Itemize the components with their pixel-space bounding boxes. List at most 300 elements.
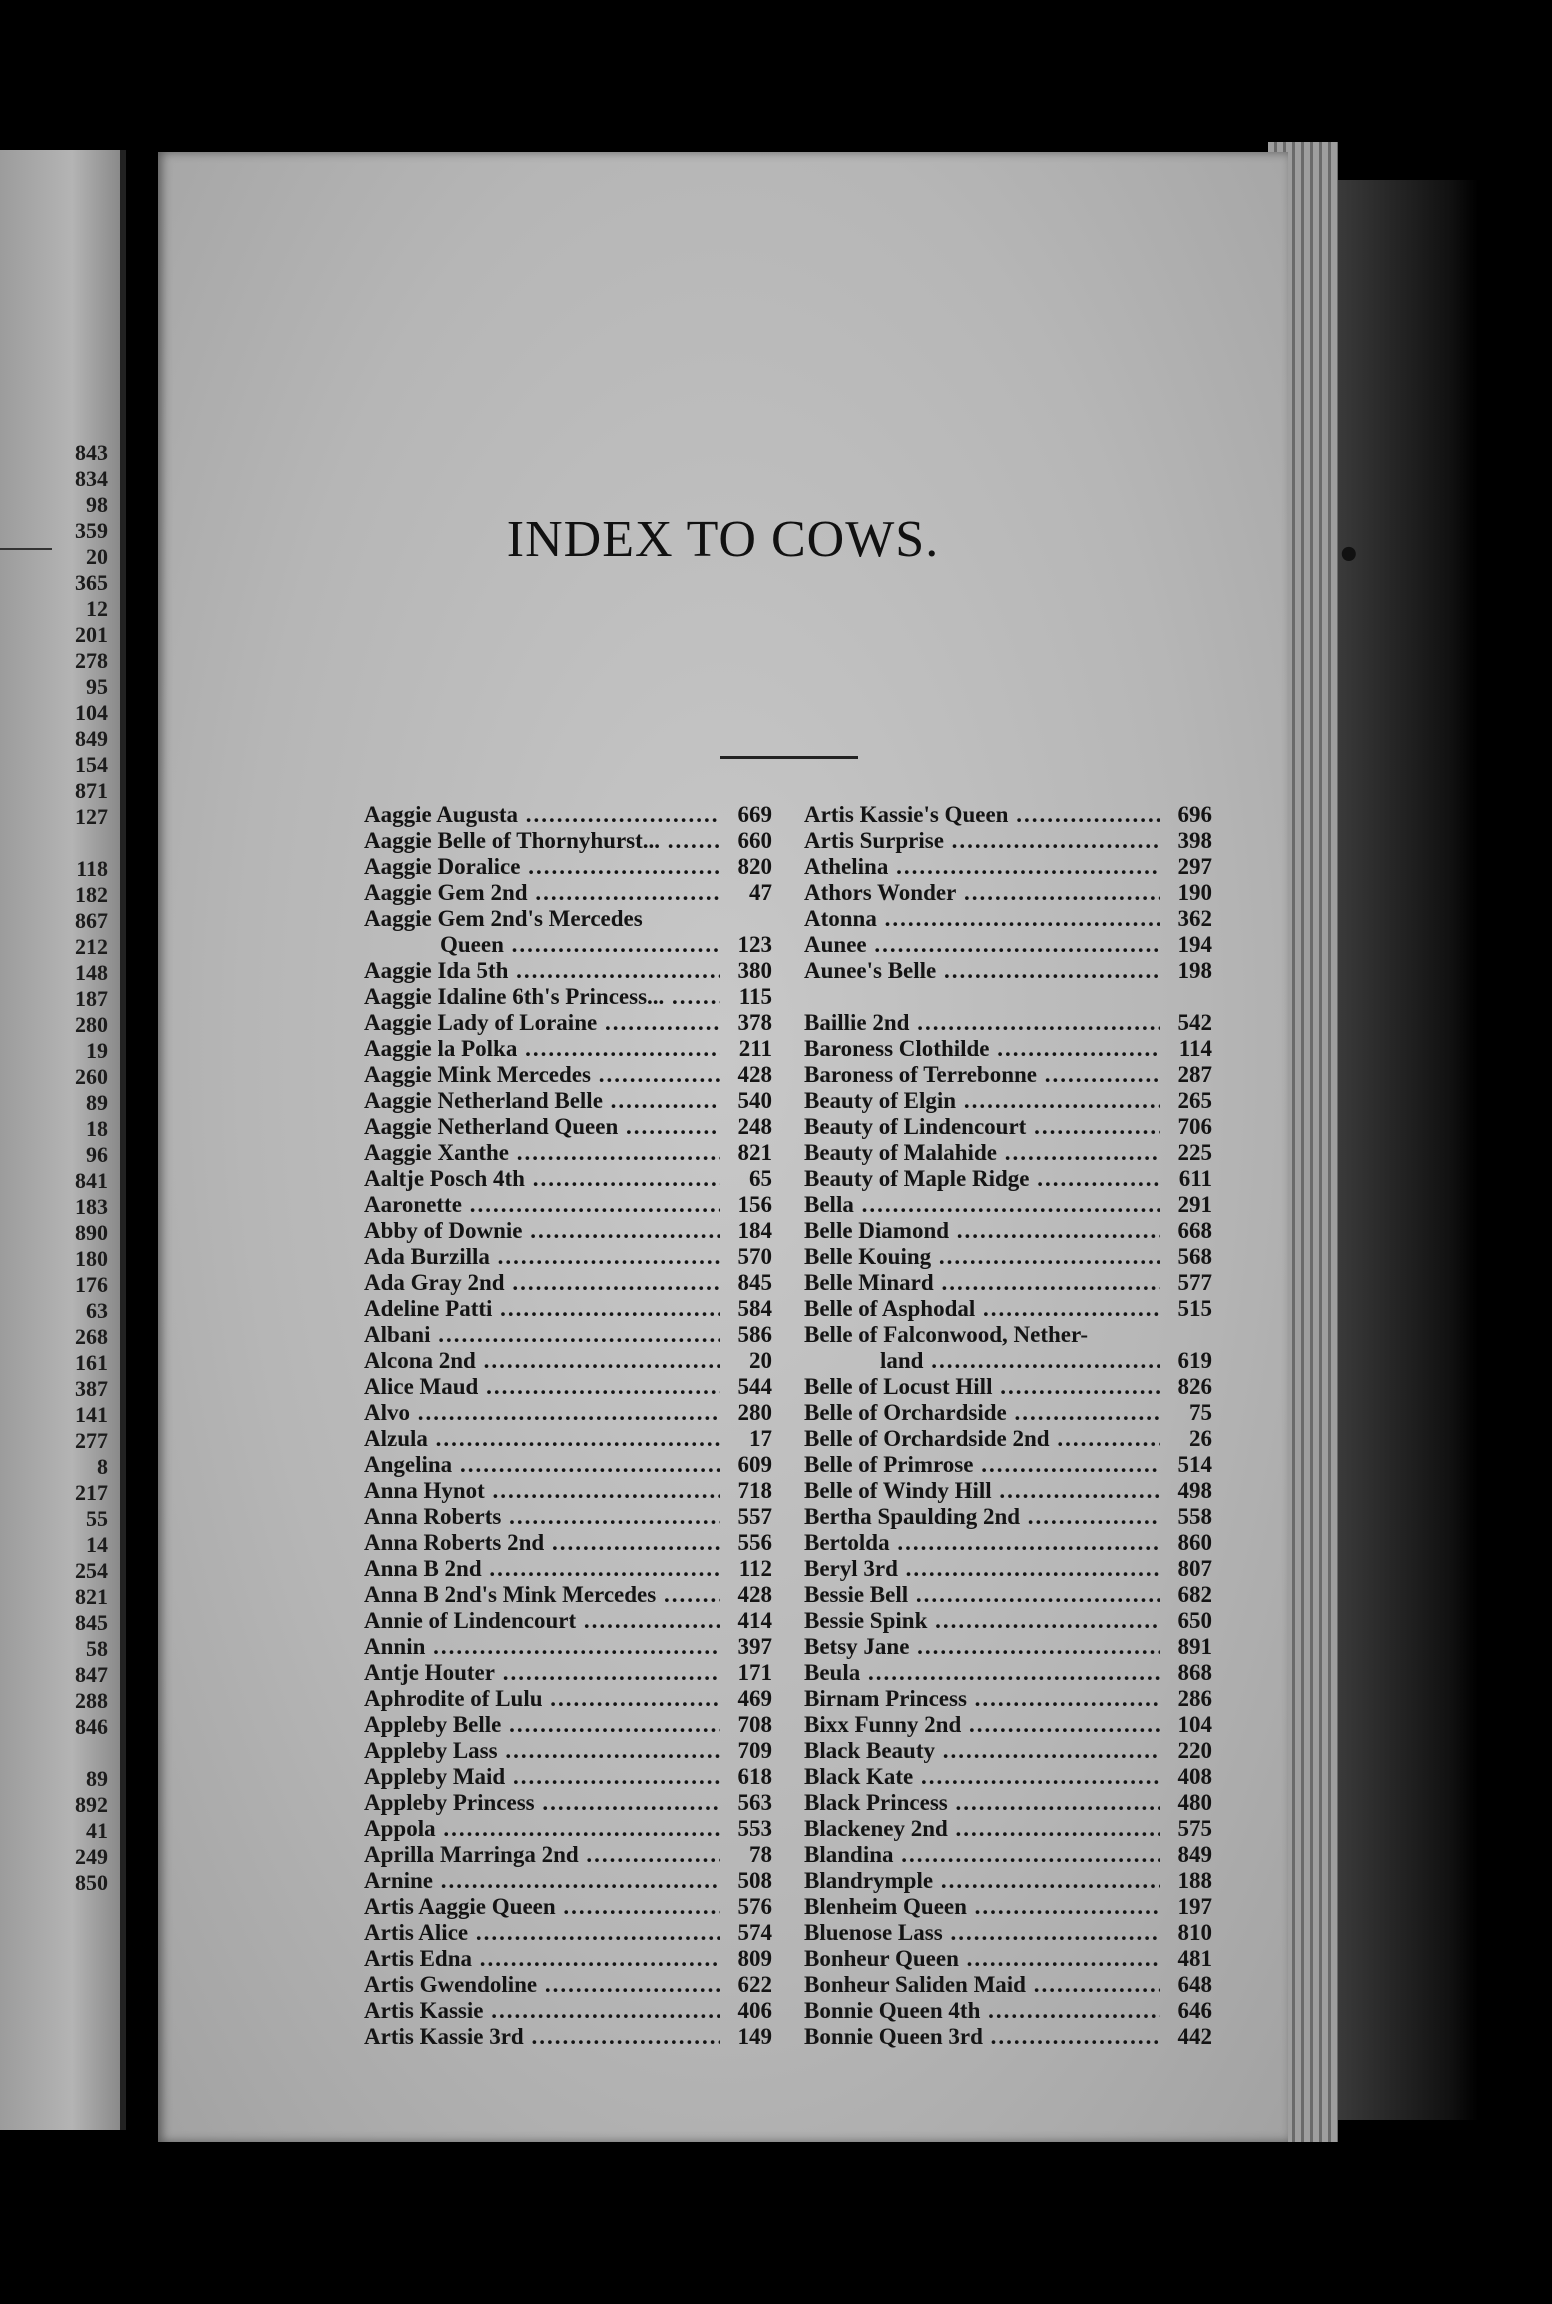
entry-name: Blandina ..... [804, 1842, 1160, 1868]
entry-name: Appleby Belle ..... [364, 1712, 720, 1738]
previous-page-number: 845 [75, 1610, 108, 1635]
entry-name: Artis Kassie's Queen ..... [804, 802, 1160, 828]
index-entry [364, 1452, 772, 1478]
entry-page-number: 75 [1189, 1400, 1212, 1425]
index-entry [804, 1946, 1212, 1972]
entry-page-number: 508 [737, 1868, 772, 1893]
entry-page-number: 807 [1177, 1556, 1212, 1581]
index-entry [804, 1426, 1212, 1452]
previous-page-number: 89 [86, 1090, 108, 1115]
index-column-right [804, 802, 1212, 2050]
index-page [158, 152, 1362, 2142]
index-entry [804, 1790, 1212, 1816]
entry-name: Atonna ..... [804, 906, 1160, 932]
entry-page-number: 248 [737, 1114, 772, 1139]
entry-name: Blenheim Queen ..... [804, 1894, 1160, 1920]
entry-name: Artis Edna ..... [364, 1946, 720, 1972]
entry-name: Bonnie Queen 3rd ..... [804, 2024, 1160, 2050]
index-entry [364, 1218, 772, 1244]
entry-name: Belle Kouing ..... [804, 1244, 1160, 1270]
entry-page-number: 362 [1177, 906, 1212, 931]
entry-name: Beauty of Maple Ridge ..... [804, 1166, 1160, 1192]
entry-name: Adeline Patti ..... [364, 1296, 720, 1322]
entry-page-number: 149 [737, 2024, 772, 2049]
entry-name: Bertha Spaulding 2nd ..... [804, 1504, 1160, 1530]
previous-page-number: 176 [75, 1272, 108, 1297]
entry-name: Black Kate ..... [804, 1764, 1160, 1790]
entry-name: Anna Hynot ..... [364, 1478, 720, 1504]
entry-name: Bixx Funny 2nd ..... [804, 1712, 1160, 1738]
entry-name: Appleby Maid ..... [364, 1764, 720, 1790]
entry-page-number: 570 [737, 1244, 772, 1269]
entry-page-number: 112 [738, 1556, 772, 1581]
entry-name: Queen ..... [364, 932, 720, 958]
entry-page-number: 646 [1177, 1998, 1212, 2023]
entry-name: Athelina ..... [804, 854, 1160, 880]
index-entry [804, 828, 1212, 854]
entry-name: Blandrymple ..... [804, 1868, 1160, 1894]
entry-name: Bessie Spink ..... [804, 1608, 1160, 1634]
previous-page-number: 201 [75, 622, 108, 647]
index-entry [364, 1894, 772, 1920]
index-entry [364, 1530, 772, 1556]
index-entry [364, 1842, 772, 1868]
entry-name: Alzula ..... [364, 1426, 720, 1452]
entry-name: Belle of Orchardside 2nd ..... [804, 1426, 1160, 1452]
entry-name: Aaggie Netherland Queen ..... [364, 1114, 720, 1140]
previous-page-number: 288 [75, 1688, 108, 1713]
index-entry [804, 1764, 1212, 1790]
entry-page-number: 576 [737, 1894, 772, 1919]
previous-page-number: 277 [75, 1428, 108, 1453]
index-entry [364, 1036, 772, 1062]
previous-page-number: 849 [75, 726, 108, 751]
index-entry [364, 1946, 772, 1972]
entry-page-number: 609 [737, 1452, 772, 1477]
index-entry [804, 1036, 1212, 1062]
entry-page-number: 184 [737, 1218, 772, 1243]
previous-page-number: 892 [75, 1792, 108, 1817]
entry-page-number: 557 [737, 1504, 772, 1529]
index-entry [364, 1660, 772, 1686]
entry-page-number: 428 [737, 1062, 772, 1087]
index-entry [804, 1348, 1212, 1374]
entry-page-number: 849 [1177, 1842, 1212, 1867]
entry-page-number: 498 [1177, 1478, 1212, 1503]
entry-page-number: 558 [1177, 1504, 1212, 1529]
entry-page-number: 708 [737, 1712, 772, 1737]
previous-page-number: 89 [86, 1766, 108, 1791]
index-entry [804, 1686, 1212, 1712]
index-entry [364, 958, 772, 984]
entry-name: Ada Gray 2nd ..... [364, 1270, 720, 1296]
entry-name: Angelina ..... [364, 1452, 720, 1478]
index-entry [804, 854, 1212, 880]
entry-page-number: 563 [737, 1790, 772, 1815]
previous-page-number: 58 [86, 1636, 108, 1661]
entry-page-number: 575 [1177, 1816, 1212, 1841]
entry-name: Anna Roberts 2nd ..... [364, 1530, 720, 1556]
entry-page-number: 17 [749, 1426, 772, 1451]
index-entry [804, 932, 1212, 958]
entry-page-number: 188 [1177, 1868, 1212, 1893]
entry-name: Aaggie Augusta ..... [364, 802, 720, 828]
previous-page-number: 55 [86, 1506, 108, 1531]
entry-name: land ..... [804, 1348, 1160, 1374]
previous-page-number: 8 [97, 1454, 108, 1479]
entry-page-number: 669 [737, 802, 772, 827]
previous-page-number: 180 [75, 1246, 108, 1271]
previous-page-number: 41 [86, 1818, 108, 1843]
index-entry [364, 880, 772, 906]
index-entry [804, 1218, 1212, 1244]
entry-page-number: 709 [737, 1738, 772, 1763]
index-entry [364, 1478, 772, 1504]
entry-name: Abby of Downie ..... [364, 1218, 720, 1244]
entry-page-number: 891 [1177, 1634, 1212, 1659]
page-title: INDEX TO COWS. [506, 511, 940, 568]
index-entry [804, 1478, 1212, 1504]
index-entry [804, 1296, 1212, 1322]
previous-page-number: 19 [86, 1038, 108, 1063]
entry-page-number: 611 [1178, 1166, 1212, 1191]
entry-page-number: 397 [737, 1634, 772, 1659]
entry-name: Beauty of Malahide ..... [804, 1140, 1160, 1166]
index-entry [804, 1244, 1212, 1270]
index-entry [804, 2024, 1212, 2050]
entry-name: Bonheur Queen ..... [804, 1946, 1160, 1972]
entry-name: Belle of Asphodal ..... [804, 1296, 1160, 1322]
previous-page [0, 150, 126, 2130]
entry-page-number: 286 [1177, 1686, 1212, 1711]
entry-page-number: 821 [737, 1140, 772, 1165]
entry-page-number: 171 [737, 1660, 772, 1685]
entry-page-number: 406 [737, 1998, 772, 2023]
index-entry [364, 1296, 772, 1322]
index-entry [364, 1764, 772, 1790]
entry-name: Bonheur Saliden Maid ..... [804, 1972, 1160, 1998]
entry-name: Ada Burzilla ..... [364, 1244, 720, 1270]
previous-page-number: 867 [75, 908, 108, 933]
previous-page-number: 871 [75, 778, 108, 803]
index-entry [804, 1842, 1212, 1868]
index-entry [804, 1634, 1212, 1660]
entry-page-number: 211 [738, 1036, 772, 1061]
entry-name: Beauty of Elgin ..... [804, 1088, 1160, 1114]
index-entry [364, 984, 772, 1010]
previous-page-number: 280 [75, 1012, 108, 1037]
previous-page-number: 821 [75, 1584, 108, 1609]
entry-page-number: 442 [1177, 2024, 1212, 2049]
entry-name: Birnam Princess ..... [804, 1686, 1160, 1712]
previous-page-number: 850 [75, 1870, 108, 1895]
index-entry [364, 1270, 772, 1296]
entry-page-number: 114 [1178, 1036, 1212, 1061]
entry-page-number: 514 [1177, 1452, 1212, 1477]
entry-page-number: 297 [1177, 854, 1212, 879]
entry-name: Appola ..... [364, 1816, 720, 1842]
entry-page-number: 26 [1189, 1426, 1212, 1451]
entry-page-number: 809 [737, 1946, 772, 1971]
previous-page-number: 154 [75, 752, 108, 777]
entry-name: Beryl 3rd ..... [804, 1556, 1160, 1582]
previous-page-number: 96 [86, 1142, 108, 1167]
entry-name: Appleby Lass ..... [364, 1738, 720, 1764]
index-entry [804, 1140, 1212, 1166]
previous-page-number: 847 [75, 1662, 108, 1687]
index-entry [804, 880, 1212, 906]
index-entry [804, 1010, 1212, 1036]
entry-name: Aunee's Belle ..... [804, 958, 1160, 984]
previous-page-number: 217 [75, 1480, 108, 1505]
index-entry [364, 1192, 772, 1218]
index-entry [364, 1426, 772, 1452]
index-entry [364, 1816, 772, 1842]
previous-page-number: 834 [75, 466, 108, 491]
entry-page-number: 860 [1177, 1530, 1212, 1555]
previous-page-number: 846 [75, 1714, 108, 1739]
entry-page-number: 826 [1177, 1374, 1212, 1399]
index-entry [804, 1322, 1212, 1348]
entry-page-number: 47 [749, 880, 772, 905]
index-entry [804, 906, 1212, 932]
previous-page-number: 260 [75, 1064, 108, 1089]
entry-name: Aaggie Lady of Loraine ..... [364, 1010, 720, 1036]
entry-page-number: 660 [737, 828, 772, 853]
index-entry [804, 1504, 1212, 1530]
entry-page-number: 156 [737, 1192, 772, 1217]
index-entry [804, 1920, 1212, 1946]
previous-page-number: 278 [75, 648, 108, 673]
index-entry [364, 1322, 772, 1348]
previous-page-number: 161 [75, 1350, 108, 1375]
page-shadow [1338, 180, 1478, 2120]
index-gap [804, 984, 1212, 1010]
entry-page-number: 618 [737, 1764, 772, 1789]
entry-name: Antje Houter ..... [364, 1660, 720, 1686]
previous-page-number: 20 [86, 544, 108, 569]
index-entry [364, 1712, 772, 1738]
index-entry [804, 1712, 1212, 1738]
entry-page-number: 115 [738, 984, 772, 1009]
previous-page-rule [0, 548, 52, 550]
entry-name: Blackeney 2nd ..... [804, 1816, 1160, 1842]
index-entry [804, 1972, 1212, 1998]
previous-page-number: 359 [75, 518, 108, 543]
entry-name: Aaggie la Polka ..... [364, 1036, 720, 1062]
index-column-left [364, 802, 772, 2050]
index-entry [804, 1894, 1212, 1920]
entry-page-number: 619 [1177, 1348, 1212, 1373]
index-entry [804, 1192, 1212, 1218]
index-entry [804, 1660, 1212, 1686]
entry-name: Aphrodite of Lulu ..... [364, 1686, 720, 1712]
entry-name: Aprilla Marringa 2nd ..... [364, 1842, 720, 1868]
index-entry [364, 1738, 772, 1764]
entry-page-number: 556 [737, 1530, 772, 1555]
entry-page-number: 380 [737, 958, 772, 983]
previous-page-number: 843 [75, 440, 108, 465]
ink-mark: • [1336, 532, 1362, 579]
entry-name: Anna B 2nd's Mink Mercedes ..... [364, 1582, 720, 1608]
entry-name: Belle of Orchardside ..... [804, 1400, 1160, 1426]
entry-name: Belle Diamond ..... [804, 1218, 1160, 1244]
entry-page-number: 515 [1177, 1296, 1212, 1321]
entry-name: Beauty of Lindencourt ..... [804, 1114, 1160, 1140]
entry-page-number: 469 [737, 1686, 772, 1711]
entry-name: Belle of Falconwood, Nether- [804, 1322, 1089, 1347]
entry-name: Artis Aaggie Queen ..... [364, 1894, 720, 1920]
entry-page-number: 577 [1177, 1270, 1212, 1295]
entry-page-number: 480 [1177, 1790, 1212, 1815]
index-entry [804, 1530, 1212, 1556]
entry-name: Belle of Windy Hill ..... [804, 1478, 1160, 1504]
previous-page-number: 841 [75, 1168, 108, 1193]
previous-page-number: 387 [75, 1376, 108, 1401]
index-entry [364, 1686, 772, 1712]
entry-name: Arnine ..... [364, 1868, 720, 1894]
entry-name: Aaggie Idaline 6th's Princess... ..... [364, 984, 720, 1010]
entry-name: Baroness of Terrebonne ..... [804, 1062, 1160, 1088]
entry-page-number: 20 [749, 1348, 772, 1373]
previous-page-number: 183 [75, 1194, 108, 1219]
entry-name: Artis Gwendoline ..... [364, 1972, 720, 1998]
title-rule [720, 756, 858, 759]
index-entry [364, 1920, 772, 1946]
entry-name: Beula ..... [804, 1660, 1160, 1686]
index-entry [364, 1088, 772, 1114]
entry-page-number: 408 [1177, 1764, 1212, 1789]
index-entry [804, 1998, 1212, 2024]
entry-name: Artis Kassie ..... [364, 1998, 720, 2024]
entry-page-number: 696 [1177, 802, 1212, 827]
index-entry [804, 1088, 1212, 1114]
entry-page-number: 197 [1177, 1894, 1212, 1919]
index-entry [804, 1062, 1212, 1088]
previous-page-number: 14 [86, 1532, 108, 1557]
entry-page-number: 868 [1177, 1660, 1212, 1685]
entry-name: Black Princess ..... [804, 1790, 1160, 1816]
index-entry [364, 1348, 772, 1374]
entry-page-number: 568 [1177, 1244, 1212, 1269]
index-entry [364, 1114, 772, 1140]
entry-name: Artis Alice ..... [364, 1920, 720, 1946]
index-entry [364, 1374, 772, 1400]
previous-page-number: 268 [75, 1324, 108, 1349]
index-entry [364, 1634, 772, 1660]
entry-page-number: 542 [1177, 1010, 1212, 1035]
entry-page-number: 810 [1177, 1920, 1212, 1945]
entry-page-number: 428 [737, 1582, 772, 1607]
entry-name: Alcona 2nd ..... [364, 1348, 720, 1374]
entry-page-number: 706 [1177, 1114, 1212, 1139]
index-entry [804, 1114, 1212, 1140]
entry-name: Anna B 2nd ..... [364, 1556, 720, 1582]
index-entry [364, 932, 772, 958]
previous-page-number: 127 [75, 804, 108, 829]
entry-name: Belle of Primrose ..... [804, 1452, 1160, 1478]
previous-page-number: 104 [75, 700, 108, 725]
index-entry [364, 1062, 772, 1088]
index-entry [364, 1868, 772, 1894]
entry-name: Aaggie Xanthe ..... [364, 1140, 720, 1166]
entry-name: Aaggie Doralice ..... [364, 854, 720, 880]
entry-name: Belle Minard ..... [804, 1270, 1160, 1296]
previous-page-number: 212 [75, 934, 108, 959]
entry-name: Artis Surprise ..... [804, 828, 1160, 854]
entry-page-number: 225 [1177, 1140, 1212, 1165]
entry-name: Aunee ..... [804, 932, 1160, 958]
entry-page-number: 65 [749, 1166, 772, 1191]
index-entry [804, 802, 1212, 828]
entry-page-number: 280 [737, 1400, 772, 1425]
index-entry [804, 1816, 1212, 1842]
index-entry [364, 802, 772, 828]
entry-name: Appleby Princess ..... [364, 1790, 720, 1816]
entry-name: Athors Wonder ..... [804, 880, 1160, 906]
entry-name: Belle of Locust Hill ..... [804, 1374, 1160, 1400]
entry-name: Albani ..... [364, 1322, 720, 1348]
entry-page-number: 194 [1177, 932, 1212, 957]
entry-page-number: 845 [737, 1270, 772, 1295]
entry-name: Bluenose Lass ..... [804, 1920, 1160, 1946]
entry-name: Alice Maud ..... [364, 1374, 720, 1400]
entry-name: Aaltje Posch 4th ..... [364, 1166, 720, 1192]
entry-page-number: 104 [1177, 1712, 1212, 1737]
index-entry [804, 1556, 1212, 1582]
entry-page-number: 398 [1177, 828, 1212, 853]
index-entry [804, 1270, 1212, 1296]
index-entry [804, 1452, 1212, 1478]
entry-name: Bella ..... [804, 1192, 1160, 1218]
previous-page-number: 12 [86, 596, 108, 621]
entry-name: Annie of Lindencourt ..... [364, 1608, 720, 1634]
index-entry [804, 1582, 1212, 1608]
entry-page-number: 287 [1177, 1062, 1212, 1087]
entry-name: Aaggie Mink Mercedes ..... [364, 1062, 720, 1088]
index-entry [364, 1556, 772, 1582]
entry-name: Aaronette ..... [364, 1192, 720, 1218]
entry-page-number: 650 [1177, 1608, 1212, 1633]
index-entry [804, 1400, 1212, 1426]
entry-page-number: 574 [737, 1920, 772, 1945]
index-entry [364, 1010, 772, 1036]
index-entry [364, 2024, 772, 2050]
index-entry [364, 1998, 772, 2024]
index-entry [364, 1140, 772, 1166]
index-entry [804, 1374, 1212, 1400]
previous-page-number: 254 [75, 1558, 108, 1583]
entry-name: Betsy Jane ..... [804, 1634, 1160, 1660]
previous-page-number: 118 [76, 856, 108, 881]
entry-name: Artis Kassie 3rd ..... [364, 2024, 720, 2050]
entry-page-number: 190 [1177, 880, 1212, 905]
entry-page-number: 220 [1177, 1738, 1212, 1763]
entry-page-number: 291 [1177, 1192, 1212, 1217]
entry-page-number: 540 [737, 1088, 772, 1113]
index-entry [364, 1972, 772, 1998]
entry-page-number: 622 [737, 1972, 772, 1997]
entry-page-number: 414 [737, 1608, 772, 1633]
index-entry [364, 1244, 772, 1270]
previous-page-number: 249 [75, 1844, 108, 1869]
previous-page-number: 148 [75, 960, 108, 985]
previous-page-number: 182 [75, 882, 108, 907]
entry-page-number: 820 [737, 854, 772, 879]
index-entry [364, 1608, 772, 1634]
previous-page-number: 890 [75, 1220, 108, 1245]
entry-page-number: 265 [1177, 1088, 1212, 1113]
